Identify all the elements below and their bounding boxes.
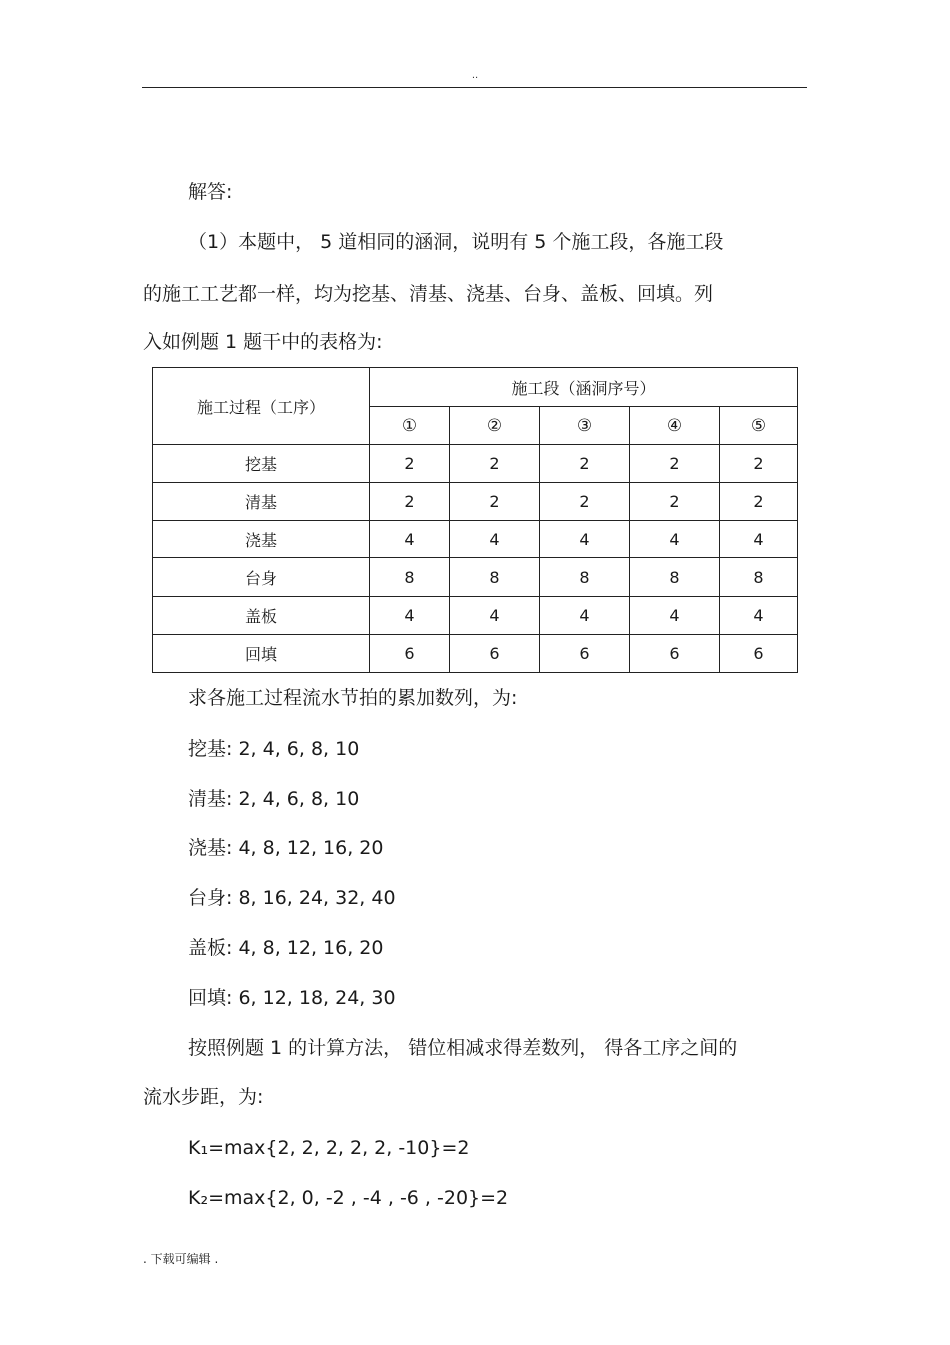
table-cell: 4 [370,521,450,558]
header-mark: .. [471,70,479,81]
header-rule [142,87,807,88]
table-cell: 4 [720,521,798,558]
cumulative-line: 台身: 8, 16, 24, 32, 40 [188,887,396,909]
table-cell: 2 [720,445,798,483]
table-cell: 4 [370,597,450,635]
table-cell: 2 [630,445,720,483]
cumulative-line: 回填: 6, 12, 18, 24, 30 [188,987,396,1009]
table-cell: 2 [450,445,540,483]
cumulative-line: 盖板: 4, 8, 12, 16, 20 [188,937,384,959]
table-cell: 8 [450,558,540,597]
table-row [153,558,798,597]
table-cell: 4 [630,521,720,558]
table-cell: 2 [630,483,720,521]
intro-line-1: （1）本题中， 5 道相同的涵洞，说明有 5 个施工段，各施工段 [188,231,724,253]
construction-table [152,367,798,673]
table-row [153,521,798,558]
process-name: 挖基 [153,445,370,483]
process-name: 清基 [153,483,370,521]
formula-k1: K₁=max{2, 2, 2, 2, 2, -10}=2 [188,1137,470,1159]
table-cell: 8 [720,558,798,597]
table-cell: 8 [540,558,630,597]
cumulative-line: 清基: 2, 4, 6, 8, 10 [188,788,360,810]
segment-label: ① [370,407,450,445]
table-cell: 8 [370,558,450,597]
table-cell: 6 [540,635,630,673]
table-cell: 6 [630,635,720,673]
step-text-line-2: 流水步距，为: [143,1086,264,1108]
table-cell: 4 [450,521,540,558]
cumulative-line: 挖基: 2, 4, 6, 8, 10 [188,738,360,760]
segment-label: ⑤ [720,407,798,445]
segment-label: ③ [540,407,630,445]
table-cell: 6 [450,635,540,673]
table-cell: 6 [720,635,798,673]
table-cell: 6 [370,635,450,673]
step-text-line-1: 按照例题 1 的计算方法， 错位相减求得差数列， 得各工序之间的 [188,1037,738,1059]
table-cell: 2 [720,483,798,521]
table-cell: 2 [370,445,450,483]
process-name: 回填 [153,635,370,673]
table-row [153,597,798,635]
segment-label: ④ [630,407,720,445]
table-cell: 2 [540,483,630,521]
process-header: 施工过程（工序） [153,368,370,445]
table-cell: 4 [540,597,630,635]
table-cell: 2 [540,445,630,483]
cumulative-intro: 求各施工过程流水节拍的累加数列，为: [188,687,518,709]
table-cell: 4 [450,597,540,635]
table-row [153,445,798,483]
process-name: 盖板 [153,597,370,635]
cumulative-line: 浇基: 4, 8, 12, 16, 20 [188,837,384,859]
formula-k2: K₂=max{2, 0, -2 , -4 , -6 , -20}=2 [188,1187,509,1209]
segment-header: 施工段（涵洞序号） [370,368,798,407]
table-cell: 4 [540,521,630,558]
table-row [153,483,798,521]
table-cell: 2 [370,483,450,521]
intro-line-3: 入如例题 1 题干中的表格为: [143,331,383,353]
table-cell: 4 [720,597,798,635]
footer-note: . 下载可编辑 . [143,1252,219,1266]
process-name: 台身 [153,558,370,597]
table-cell: 8 [630,558,720,597]
answer-heading: 解答: [188,181,233,203]
process-name: 浇基 [153,521,370,558]
table-cell: 4 [630,597,720,635]
segment-label: ② [450,407,540,445]
intro-line-2: 的施工工艺都一样，均为挖基、清基、浇基、台身、盖板、回填。列 [143,283,714,305]
table-row [153,635,798,673]
table-cell: 2 [450,483,540,521]
